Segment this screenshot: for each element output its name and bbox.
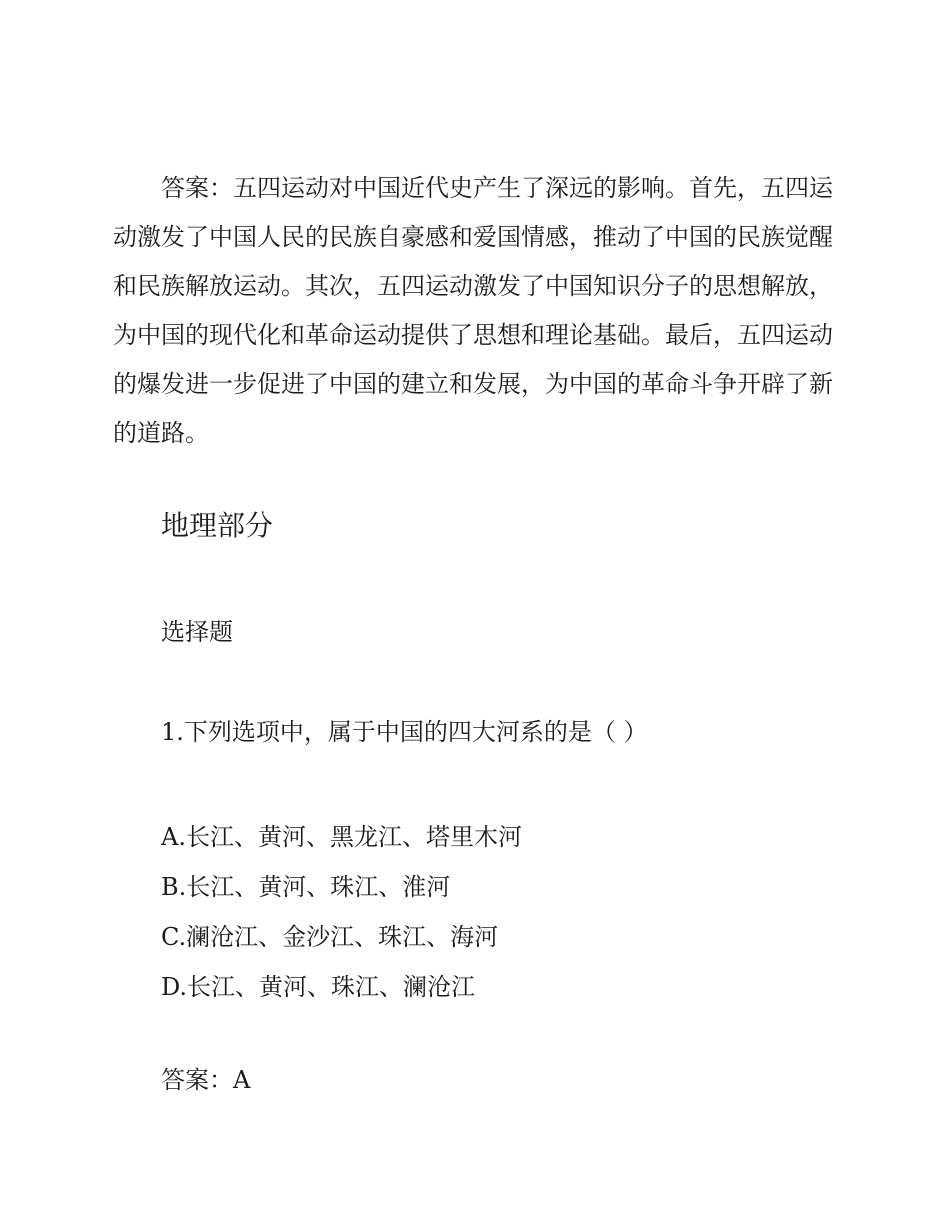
option-a: A.长江、黄河、黑龙江、塔里木河 [161, 823, 522, 851]
history-answer-paragraph: 答案：五四运动对中国近代史产生了深远的影响。首先，五四运动激发了中国人民的民族自豪感和爱国情感，推动了中国的民族觉醒和民族解放运动。其次，五四运动激发了中国知识分子的思想解放，为中国的现代化和革命运动提供了思想和理论基础。最后，五四运动的爆发进一步促进了中国的建立和发展，为中国的革命斗争开辟了新的道路。 [113, 174, 833, 447]
option-d: D.长江、黄河、珠江、澜沧江 [161, 973, 476, 1001]
option-b: B.长江、黄河、珠江、淮河 [161, 873, 451, 901]
section-title: 地理部分 [161, 509, 274, 542]
option-c: C.澜沧江、金沙江、珠江、海河 [161, 923, 499, 951]
question-answer: 答案：A [161, 1066, 251, 1094]
subsection-title: 选择题 [161, 618, 233, 646]
option-list [161, 812, 522, 1012]
question-text: 1.下列选项中，属于中国的四大河系的是（ ） [161, 718, 648, 746]
